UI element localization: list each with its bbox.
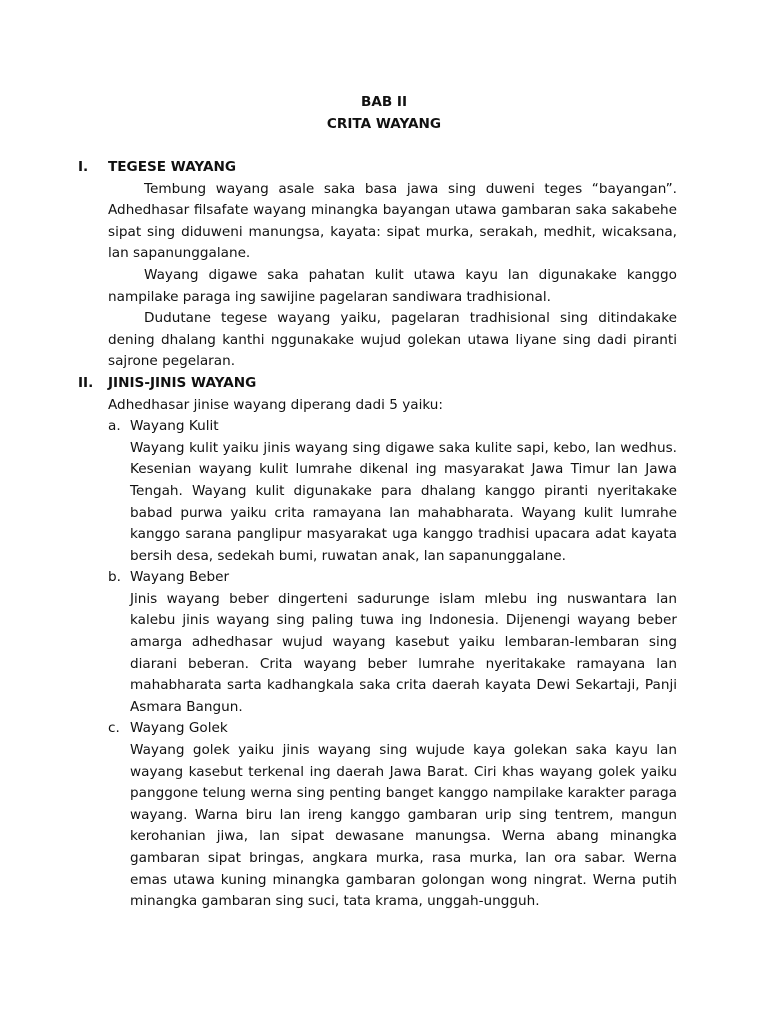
list-item-title: Wayang Golek — [130, 720, 228, 737]
document-body — [78, 157, 677, 913]
list-item-heading — [108, 567, 677, 589]
list-item-heading — [108, 718, 677, 740]
paragraph: Tembung wayang asale saka basa jawa sing duweni teges “bayangan”. Adhedhasar filsafate wayang minangka bayangan utawa gambaran saka sakabehe sipat sing diduweni manungsa, kayata: sipat murka, serakah, medhit, wicaksana, lan sapanunggalane. — [108, 180, 677, 262]
chapter-label: BAB II — [360, 94, 408, 110]
page-title: CRITA WAYANG — [326, 116, 442, 132]
section-title: JINIS-JINIS WAYANG — [108, 374, 257, 391]
section-heading — [78, 157, 677, 179]
paragraph: Dudutane tegese wayang yaiku, pagelaran tradhisional sing ditindakake dening dhalang kanthi nggunakake wujud golekan utawa liyane sing dadi piranti sajrone pegelaran. — [108, 310, 677, 370]
list-item-title: Wayang Beber — [130, 569, 230, 586]
list-item-text: Jinis wayang beber dingerteni sadurunge islam mlebu ing nuswantara lan kalebu jinis wayang sing paling tuwa ing Indonesia. Dijenengi wayang beber amarga adhedhasar wujud wayang kasebut yaiku lembaran-lembaran sing diarani beberan. Crita wayang beber lumrahe nyeritakake ramayana lan mahabharata sarta kadhangkala saka crita daerah kayata Dewi Sekartaji, Panji Asmara Bangun. — [130, 590, 677, 715]
list-item — [108, 567, 677, 718]
section-title: TEGESE WAYANG — [108, 159, 237, 175]
list-item-title: Wayang Kulit — [130, 418, 219, 435]
list-item-letter: c. — [108, 720, 120, 737]
list-item — [108, 718, 677, 912]
list-item-text: Wayang kulit yaiku jinis wayang sing digawe saka kulite sapi, kebo, lan wedhus. Kesenian wayang kulit lumrahe dikenal ing masyarakat Jawa Timur lan Jawa Tengah. Wayang kulit digunakake para dhalang kanggo piranti nyeritakake babad purwa yaiku crita ramayana lan mahabharata. Wayang kulit lumrahe kanggo sarana panglipur masyarakat uga kanggo tradhisi upacara adat kayata bersih desa, sedekah bumi, ruwatan anak, lan sapanunggalane. — [130, 439, 677, 564]
paragraph: Wayang digawe saka pahatan kulit utawa kayu lan digunakake kanggo nampilake paraga ing sawijine pagelaran sandiwara tradhisional. — [108, 266, 677, 305]
section-number: II. — [78, 374, 94, 391]
list-item-text: Wayang golek yaiku jinis wayang sing wujude kaya golekan saka kayu lan wayang kasebut terkenal ing daerah Jawa Barat. Ciri khas wayang golek yaiku panggone telung werna sing penting banget kanggo nampilake karakter paraga wayang. Warna biru lan ireng kanggo gambaran urip sing tentrem, mangun kerohanian jiwa, lan sipat dewasane manungsa. Werna abang minangka gambaran sipat bringas, angkara murka, rasa murka, lan ora sabar. Werna emas utawa kuning minangka gambaran golongan wong ningrat. Werna putih minangka gambaran sing suci, tata krama, unggah-ungguh. — [130, 742, 677, 910]
section-heading — [78, 373, 677, 395]
section-number: I. — [78, 159, 89, 175]
list-item-letter: b. — [108, 569, 121, 586]
list-item — [108, 416, 677, 567]
section-intro: Adhedhasar jinise wayang diperang dadi 5 yaiku: — [108, 396, 444, 413]
list-item-heading — [108, 416, 677, 438]
list-item-letter: a. — [108, 418, 121, 435]
